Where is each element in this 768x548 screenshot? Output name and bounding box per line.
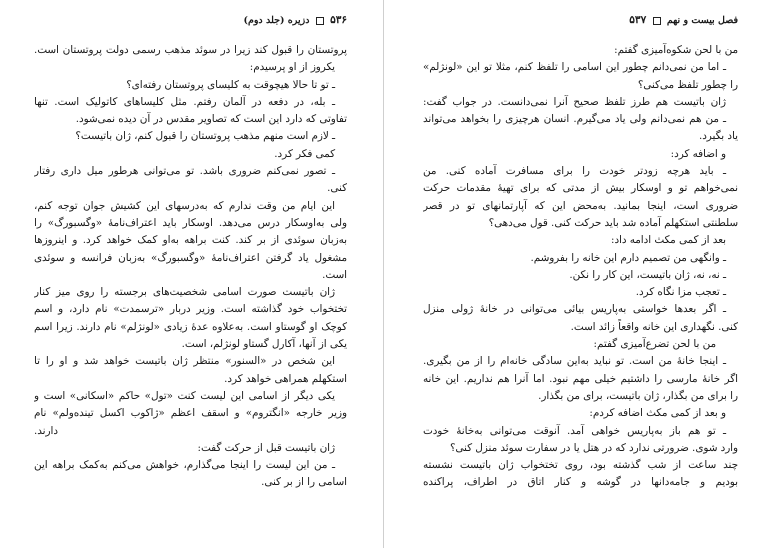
text-line: یکی دیگر از اسامی این لیست کنت «تول» حاکم «اسکانی» است و bbox=[34, 389, 335, 402]
page-number: ۵۳۶ bbox=[330, 14, 347, 26]
text-line: ضروری است، اینجا بمانید. به‌محض این که آپارتمانهای تو در قصر bbox=[423, 199, 738, 212]
text-line: کمی فکر کرد. bbox=[274, 147, 335, 160]
text-line: ـ اینجا خانهٔ من است. تو نباید به‌این سادگی خانه‌ام را از من بگیری. bbox=[423, 355, 726, 368]
text-line: ـ نه، نه، ژان باتیست، این کار را نکن. bbox=[569, 268, 726, 281]
text-line: ـ اگر بعدها خواستی به‌پاریس بیائی می‌توانی در خانهٔ ژولی منزل bbox=[423, 303, 726, 316]
text-line: ـ تو هم باز به‌پاریس خواهی آمد. آنوقت می‌توانی به‌خانهٔ خودت bbox=[423, 424, 726, 437]
text-line: تفاوتی که دارد این است که تصاویر مقدس در آن دیده نمی‌شود. bbox=[75, 113, 347, 126]
text-line: ـ من این لیست را اینجا می‌گذارم، خواهش می‌کنم به‌کمک براهه این bbox=[34, 459, 335, 472]
text-line: یاد بگیرد. bbox=[698, 130, 738, 143]
text-line: این ایام من وقت ندارم که به‌درسهای این کشیش جوان توجه کنم، bbox=[34, 199, 335, 212]
text-line: ـ من هم نمی‌دانم ولی یاد می‌گیرم. انسان هرچیزی را بخواهد می‌تواند bbox=[423, 113, 726, 126]
text-line: ـ تو تا حالا هیچوقت به کلیسای پروتستان رفته‌ای؟ bbox=[126, 78, 335, 91]
text-line: ـ اما من نمی‌دانم چطور این اسامی را تلفظ کنم، مثلا تو این «لونژلم» bbox=[423, 61, 726, 74]
text-line: مشغول یاد گرفتن اعتراف‌نامهٔ «وگسبورگ» به‌زبان فرانسه و سوئدی bbox=[34, 251, 347, 264]
text-line: یکی از آنها، آکارل گستاو لونژلم، است. bbox=[181, 338, 347, 351]
text-line: ژان باتیست هم طرز تلفظ صحیح آنرا نمی‌دانست. در جواب گفت: bbox=[423, 95, 726, 108]
text-line: من با لحن شکوه‌آمیزی گفتم: bbox=[614, 44, 738, 56]
right-page bbox=[385, 0, 768, 548]
text-line: را برای من بگذار، ژان باتیست، برای من بگذار. bbox=[538, 389, 738, 402]
text-line: پروتستان را قبول کند زیرا در سوئد مذهب رسمی دولت پروتستان است. bbox=[34, 44, 347, 56]
text-line: تختخواب خود گذاشته است. وزیر دربار «ترسمدت» نام دارد، و اسم bbox=[34, 303, 347, 316]
page-body bbox=[34, 42, 347, 492]
text-line: من با لحن تضرع‌آمیزی گفتم: bbox=[593, 338, 716, 351]
text-line: این شخص در «السنور» منتظر ژان باتیست خواهد شد و او را تا bbox=[34, 355, 335, 368]
text-line: سلطنتی استکهلم آماده شد باید حرکت کنی. قول می‌دهی؟ bbox=[488, 216, 738, 229]
text-line: و بعد از کمی مکث اضافه کردم: bbox=[589, 407, 726, 420]
text-line: و اضافه کرد: bbox=[670, 147, 726, 160]
text-line: کوچک او گوستاو است. به‌علاوه عدهٔ زیادی «لونژلم» نام دارند. زیرا اسم bbox=[34, 320, 347, 333]
text-line: بعد از کمی مکث ادامه داد: bbox=[610, 234, 726, 247]
text-line: ولی به‌اوسکار درس می‌دهد. اوسکار باید اعتراف‌نامهٔ «وگسبورگ» را bbox=[34, 216, 347, 229]
page-body bbox=[423, 42, 738, 492]
text-line: ژان باتیست قبل از حرکت گفت: bbox=[197, 441, 335, 454]
text-line: به‌زبان سوئدی از بر کند. کنت براهه به‌او کمک خواهد کرد. و اینروزها bbox=[34, 234, 347, 247]
text-line: نمی‌خواهم تو و اوسکار بیش از مدتی که برای تهیهٔ مقدمات حرکت bbox=[423, 182, 738, 195]
text-line: وزیر خارجه «انگتروم» و اسقف اعظم «ژاکوب اکسل تینده‌ولم» نام bbox=[34, 407, 347, 420]
text-line: یکروز از او پرسیدم: bbox=[249, 61, 335, 74]
text-line: است. bbox=[322, 268, 347, 281]
text-line: اگر خانهٔ مارسی را داشتیم خیلی مهم نبود. اما آنرا هم نداریم. این خانه bbox=[423, 372, 738, 385]
text-line: اسامی را از بر کنی. bbox=[261, 476, 347, 489]
text-line: ـ لازم است منهم مذهب پروتستان را قبول کنم، ژان باتیست؟ bbox=[75, 130, 335, 143]
header-ornament-icon bbox=[653, 17, 661, 25]
text-line: را چطور تلفظ می‌کنی؟ bbox=[637, 78, 738, 91]
page-header bbox=[34, 12, 347, 28]
text-line: ـ بله، در دفعه در آلمان رفتم. مثل کلیساهای کاتولیک است. تنها bbox=[34, 95, 335, 108]
text-line: ـ وانگهی من تصمیم دارم این خانه را بفروشم. bbox=[530, 251, 726, 264]
running-title: دزیره (جلد دوم) bbox=[243, 15, 310, 26]
header-ornament-icon bbox=[316, 17, 324, 25]
text-line: ژان باتیست صورت اسامی شخصیت‌های برجسته را روی میز کنار bbox=[34, 286, 335, 299]
page-number: ۵۳۷ bbox=[629, 14, 647, 26]
text-line: بودیم و جامه‌دانها در گوشه و کنار اتاق در اطراف، پراکنده bbox=[423, 476, 738, 489]
text-line: کنی. نگهداری این خانه واقعاً زائد است. bbox=[570, 320, 738, 333]
page-header bbox=[423, 12, 738, 28]
text-line: ـ تعجب مزا نگاه کرد. bbox=[635, 286, 726, 299]
text-line: ـ باید هرچه زودتر خودت را برای مسافرت آماده کنی. من bbox=[423, 165, 726, 178]
header-title-group bbox=[243, 14, 347, 26]
text-line: دارند. bbox=[34, 424, 58, 437]
text-line: وارد شوی. ضرورتی ندارد که در هتل یا در سفارت سوئد منزل کنی؟ bbox=[449, 441, 738, 454]
header-title-group bbox=[629, 14, 738, 26]
text-line: استکهلم همراهی خواهد کرد. bbox=[224, 372, 347, 385]
running-title: فصل بیست و نهم bbox=[666, 15, 738, 26]
text-line: ـ تصور نمی‌کنم ضروری باشد. تو می‌توانی هرطور میل داری رفتار bbox=[34, 165, 335, 178]
text-line: چند ساعت از شب گذشته بود، روی تختخواب ژان باتیست نشسته bbox=[423, 459, 738, 472]
text-line: کنی. bbox=[327, 182, 347, 195]
